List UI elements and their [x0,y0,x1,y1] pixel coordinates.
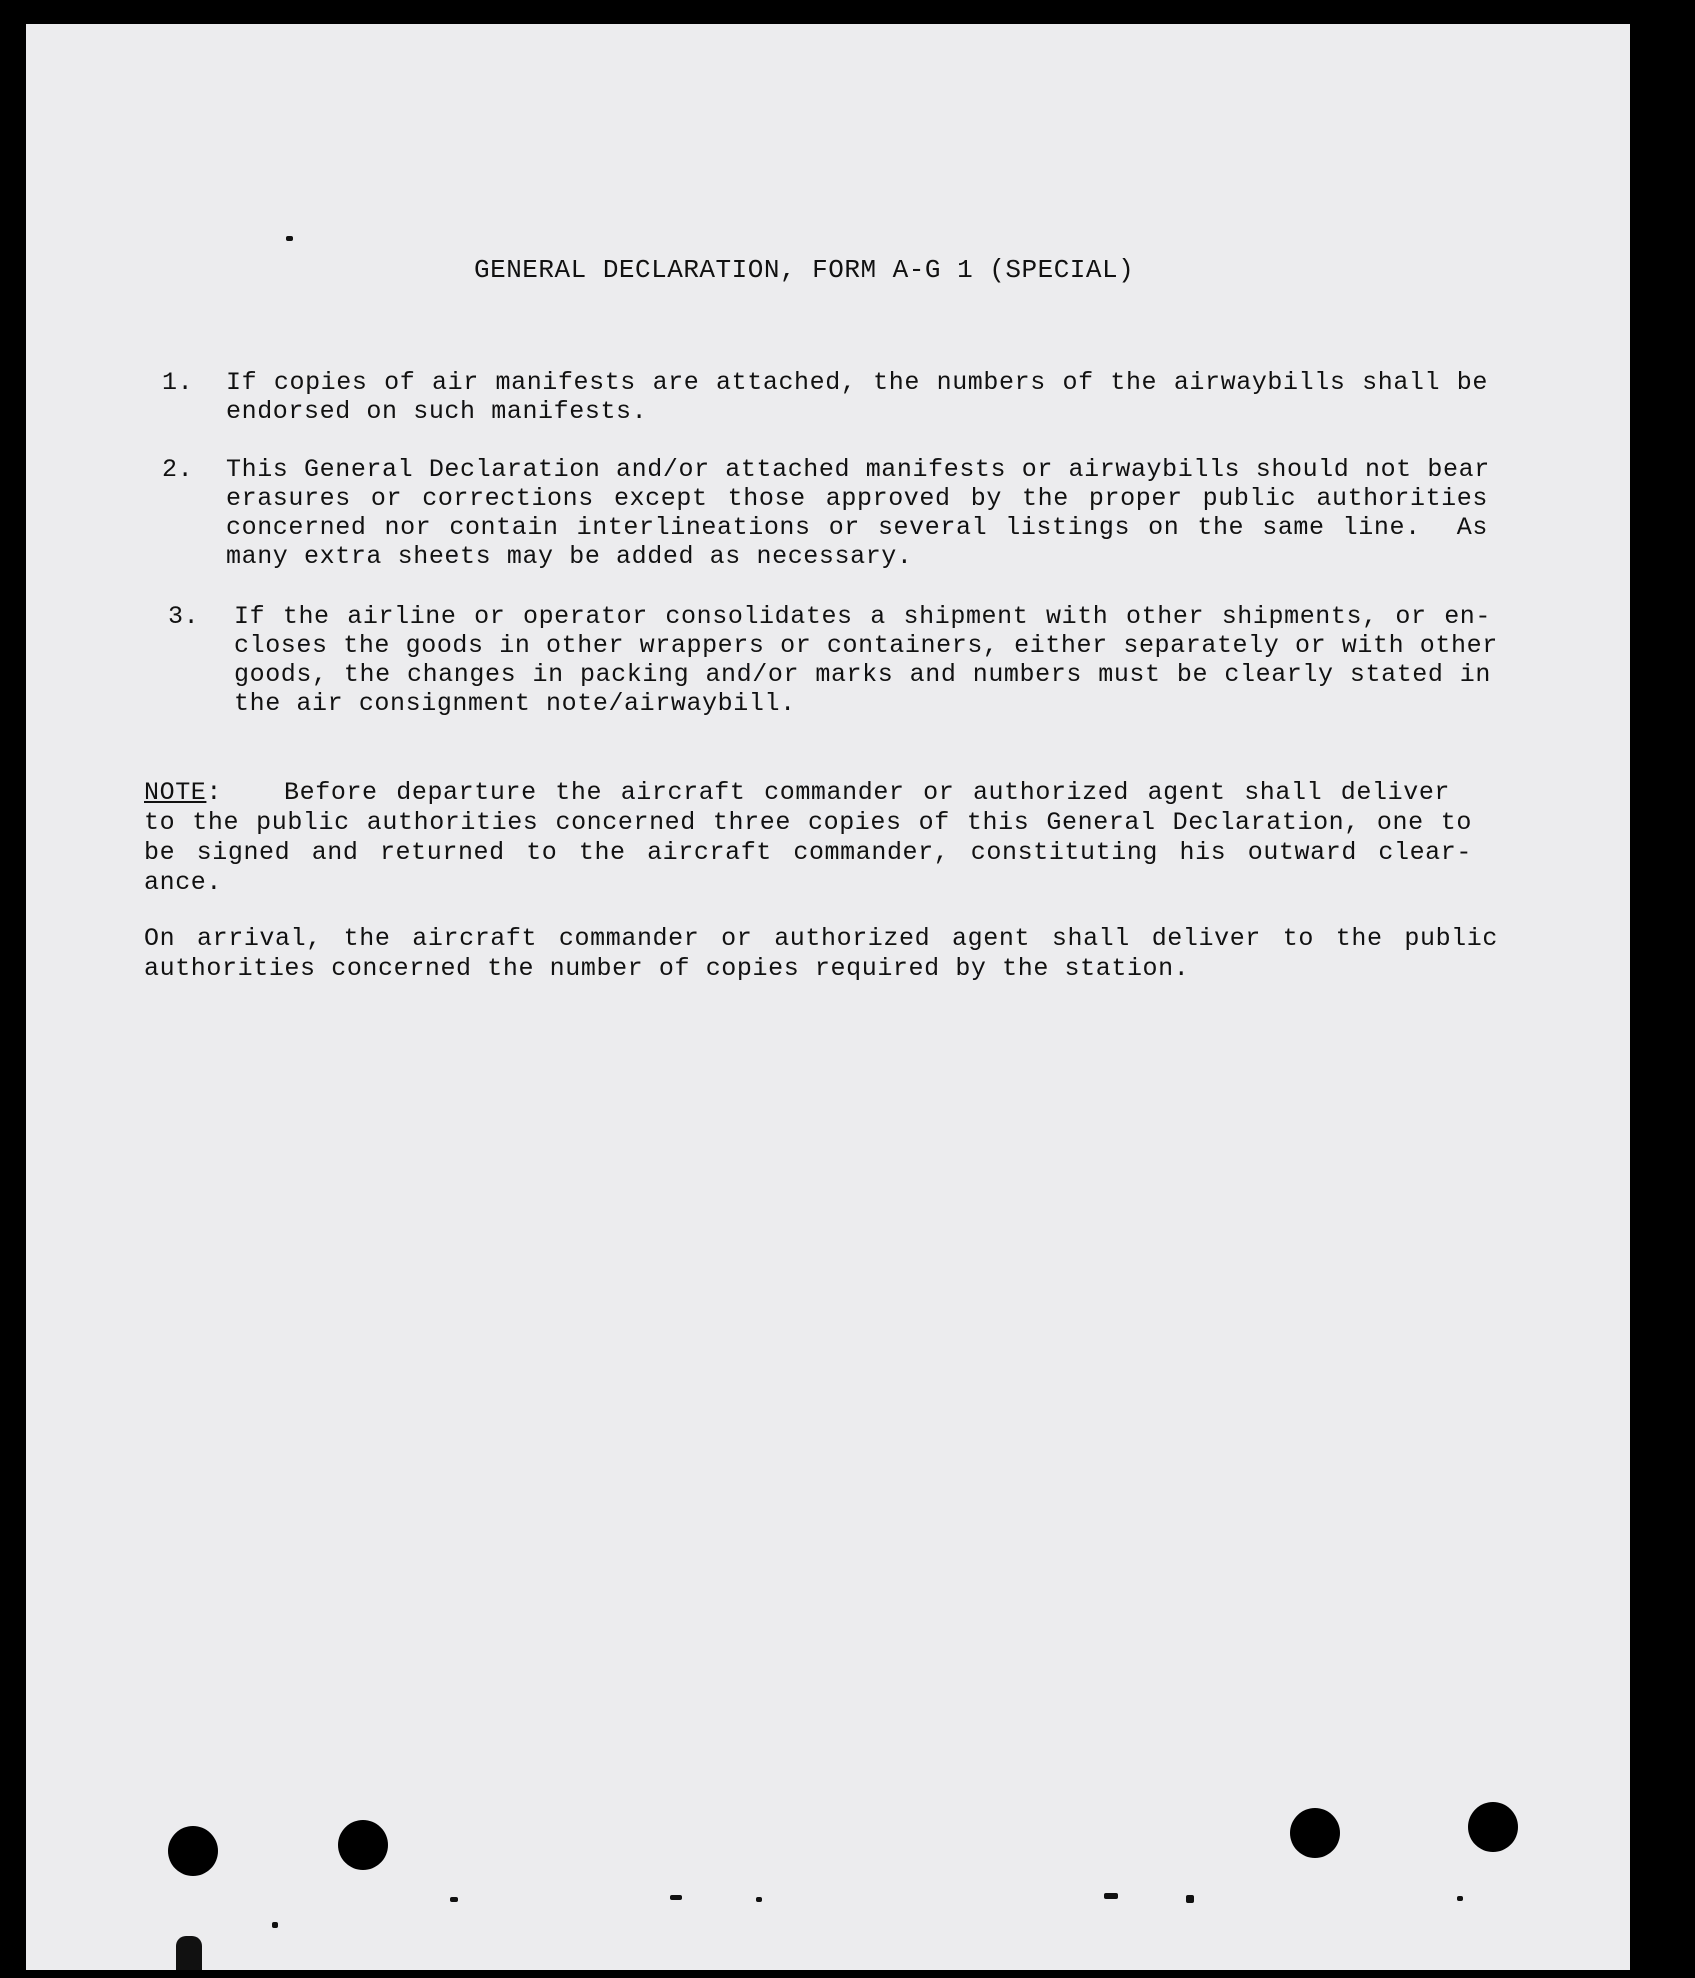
scan-speck [176,1936,202,1970]
scan-border [1630,20,1695,1978]
arrival-line: authorities concerned the number of copies required by the station. [144,954,1190,983]
note-line: ance. [144,868,223,897]
item-line: the air consignment note/airwaybill. [234,689,796,718]
note-first-text: Before departure the aircraft commander or authorized agent shall deliver [284,778,1451,807]
document-title: GENERAL DECLARATION, FORM A-G 1 (SPECIAL) [474,255,1135,285]
document-page [26,24,1630,1970]
punch-hole [1290,1808,1340,1858]
note-line: be signed and returned to the aircraft commander, constituting his outward clear- [144,838,1472,867]
list-item [162,368,1488,426]
item-line: This General Declaration and/or attached manifests or airwaybills should not bear [226,455,1490,484]
scan-speck [1186,1895,1194,1903]
scan-speck [450,1897,458,1902]
item-line: closes the goods in other wrappers or containers, either separately or with other [234,631,1498,660]
item-line: concerned nor contain interlineations or several listings on the same line. As [226,513,1488,542]
note-label: NOTE [144,778,207,807]
punch-hole [168,1826,218,1876]
item-line: goods, the changes in packing and/or marks and numbers must be clearly stated in [234,660,1491,689]
item-line: many extra sheets may be added as necessary. [226,542,913,571]
list-item [168,602,1498,718]
note-colon: : [206,778,223,807]
item-line: erasures or corrections except those approved by the proper public authorities [226,484,1488,513]
scan-speck [286,236,293,241]
note-line: to the public authorities concerned three copies of this General Declaration, one to [144,808,1472,837]
scan-speck [1104,1893,1118,1899]
arrival-line: On arrival, the aircraft commander or authorized agent shall deliver to the public [144,924,1498,953]
note-paragraph [144,778,1472,898]
item-number: 1. [162,368,194,397]
item-line: endorsed on such manifests. [226,397,648,426]
note-first-line [144,778,1472,808]
punch-hole [338,1820,388,1870]
list-item [162,455,1488,571]
scan-speck [670,1895,682,1900]
item-number: 2. [162,455,194,484]
item-line: If the airline or operator consolidates a shipment with other shipments, or en- [234,602,1491,631]
punch-hole [1468,1802,1518,1852]
item-number: 3. [168,602,200,631]
scan-speck [1457,1896,1463,1901]
arrival-paragraph [144,924,1498,984]
item-line: If copies of air manifests are attached, the numbers of the airwaybills shall be [226,368,1488,397]
scan-speck [756,1897,762,1902]
scan-speck [272,1922,278,1928]
